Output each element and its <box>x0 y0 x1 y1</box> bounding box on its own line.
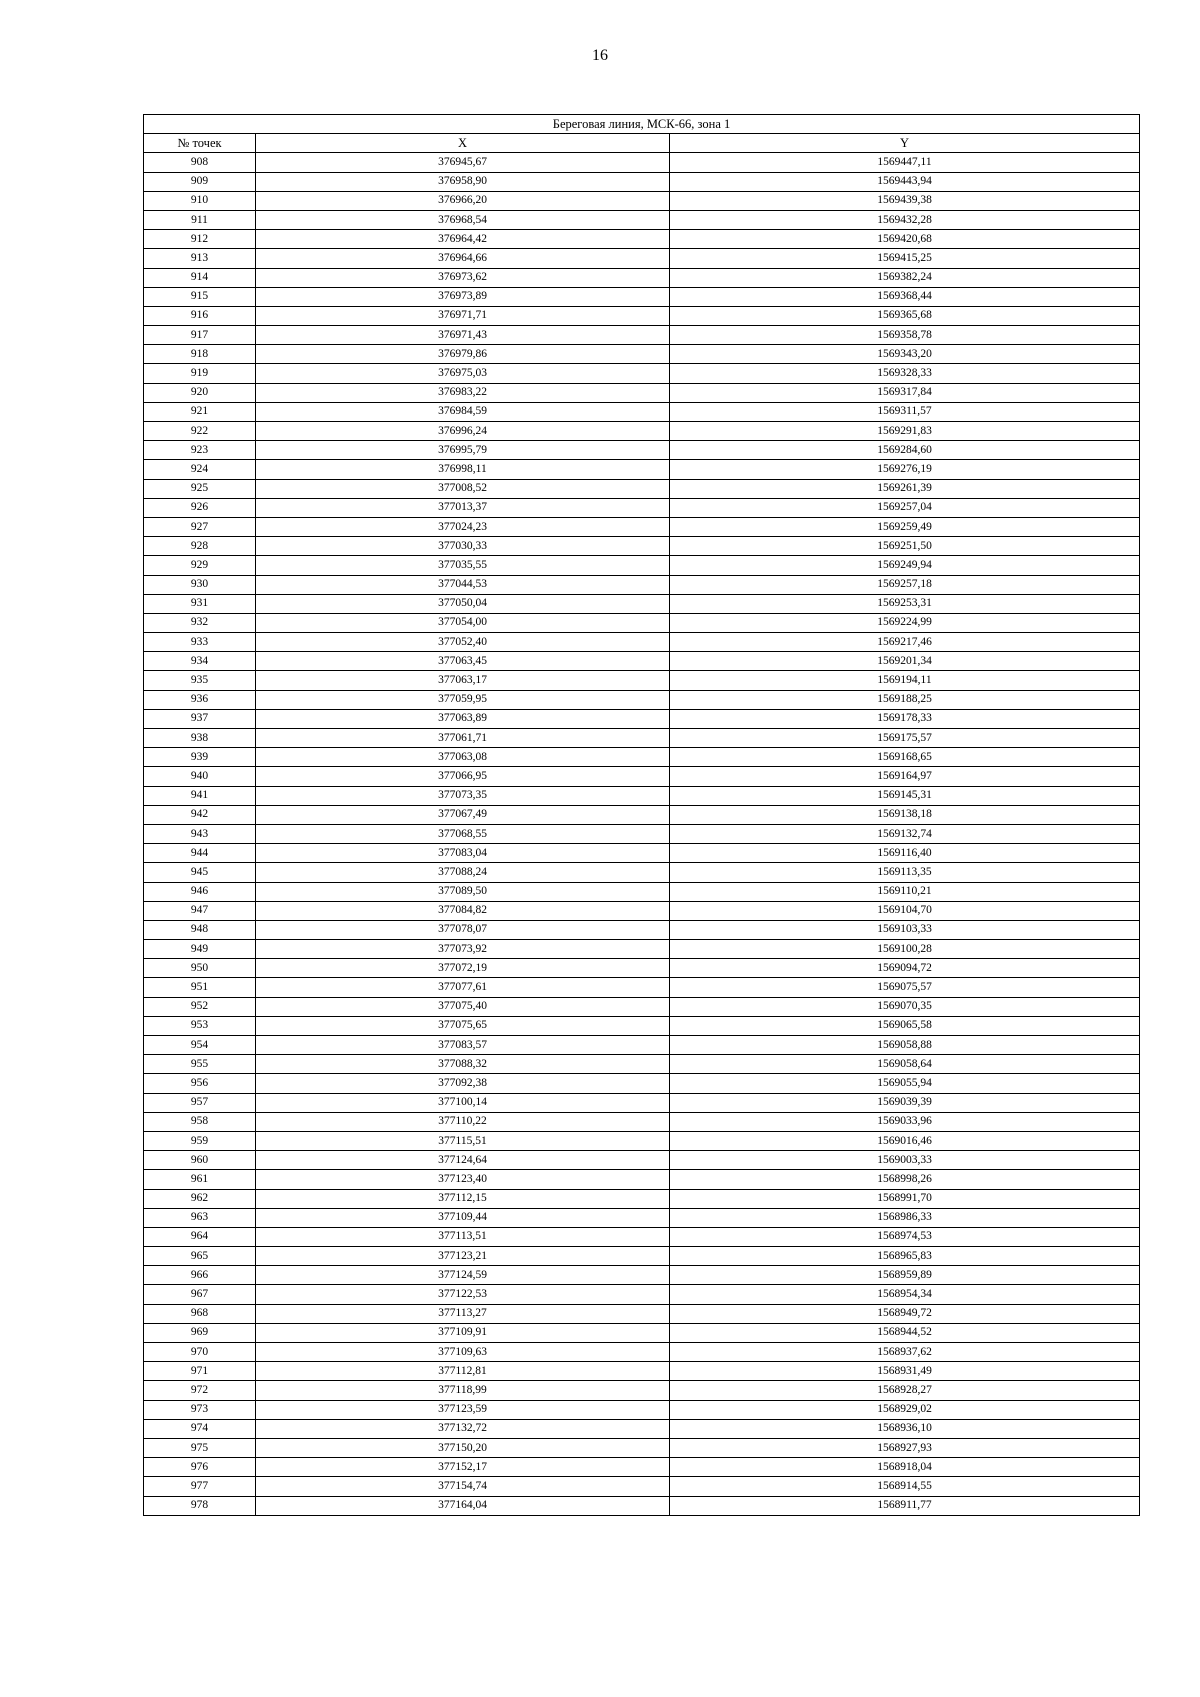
point-number-cell: 923 <box>144 441 256 460</box>
y-coordinate-cell: 1568931,49 <box>670 1362 1140 1381</box>
point-number-cell: 938 <box>144 729 256 748</box>
x-coordinate-cell: 377152,17 <box>256 1458 670 1477</box>
point-number-cell: 920 <box>144 383 256 402</box>
y-coordinate-cell: 1569164,97 <box>670 767 1140 786</box>
y-coordinate-cell: 1569100,28 <box>670 940 1140 959</box>
y-coordinate-cell: 1569439,38 <box>670 191 1140 210</box>
x-coordinate-cell: 377154,74 <box>256 1477 670 1496</box>
table-row <box>144 959 1140 978</box>
point-number-cell: 924 <box>144 460 256 479</box>
table-row <box>144 1208 1140 1227</box>
table-row <box>144 997 1140 1016</box>
table-row <box>144 172 1140 191</box>
y-coordinate-cell: 1568929,02 <box>670 1400 1140 1419</box>
x-coordinate-cell: 377083,04 <box>256 844 670 863</box>
x-coordinate-cell: 377066,95 <box>256 767 670 786</box>
y-coordinate-cell: 1568986,33 <box>670 1208 1140 1227</box>
point-number-cell: 939 <box>144 748 256 767</box>
y-coordinate-cell: 1568914,55 <box>670 1477 1140 1496</box>
y-coordinate-cell: 1568974,53 <box>670 1227 1140 1246</box>
x-coordinate-cell: 377050,04 <box>256 594 670 613</box>
x-coordinate-cell: 377075,40 <box>256 997 670 1016</box>
table-row <box>144 1189 1140 1208</box>
table-row <box>144 940 1140 959</box>
y-coordinate-cell: 1569075,57 <box>670 978 1140 997</box>
column-header-y: Y <box>670 134 1140 153</box>
point-number-cell: 910 <box>144 191 256 210</box>
table-row <box>144 1477 1140 1496</box>
y-coordinate-cell: 1569432,28 <box>670 210 1140 229</box>
y-coordinate-cell: 1569039,39 <box>670 1093 1140 1112</box>
point-number-cell: 965 <box>144 1247 256 1266</box>
y-coordinate-cell: 1568954,34 <box>670 1285 1140 1304</box>
y-coordinate-cell: 1568936,10 <box>670 1419 1140 1438</box>
y-coordinate-cell: 1569415,25 <box>670 249 1140 268</box>
y-coordinate-cell: 1568918,04 <box>670 1458 1140 1477</box>
x-coordinate-cell: 377089,50 <box>256 882 670 901</box>
point-number-cell: 943 <box>144 824 256 843</box>
table-row <box>144 1131 1140 1150</box>
x-coordinate-cell: 377044,53 <box>256 575 670 594</box>
point-number-cell: 911 <box>144 210 256 229</box>
x-coordinate-cell: 377113,51 <box>256 1227 670 1246</box>
table-row <box>144 920 1140 939</box>
point-number-cell: 944 <box>144 844 256 863</box>
table-row <box>144 1381 1140 1400</box>
y-coordinate-cell: 1569132,74 <box>670 824 1140 843</box>
y-coordinate-cell: 1569103,33 <box>670 920 1140 939</box>
table-row <box>144 556 1140 575</box>
y-coordinate-cell: 1568949,72 <box>670 1304 1140 1323</box>
x-coordinate-cell: 376984,59 <box>256 402 670 421</box>
table-row <box>144 441 1140 460</box>
x-coordinate-cell: 377073,92 <box>256 940 670 959</box>
table-row <box>144 1074 1140 1093</box>
x-coordinate-cell: 377063,17 <box>256 671 670 690</box>
y-coordinate-cell: 1569003,33 <box>670 1151 1140 1170</box>
x-coordinate-cell: 377075,65 <box>256 1016 670 1035</box>
table-row <box>144 1458 1140 1477</box>
x-coordinate-cell: 376966,20 <box>256 191 670 210</box>
table-row <box>144 882 1140 901</box>
x-coordinate-cell: 377024,23 <box>256 517 670 536</box>
table-row <box>144 805 1140 824</box>
point-number-cell: 927 <box>144 517 256 536</box>
y-coordinate-cell: 1568911,77 <box>670 1496 1140 1515</box>
table-row <box>144 1438 1140 1457</box>
point-number-cell: 961 <box>144 1170 256 1189</box>
point-number-cell: 953 <box>144 1016 256 1035</box>
x-coordinate-cell: 377150,20 <box>256 1438 670 1457</box>
x-coordinate-cell: 377092,38 <box>256 1074 670 1093</box>
point-number-cell: 976 <box>144 1458 256 1477</box>
x-coordinate-cell: 376975,03 <box>256 364 670 383</box>
table-row <box>144 1266 1140 1285</box>
x-coordinate-cell: 377132,72 <box>256 1419 670 1438</box>
table-row <box>144 1285 1140 1304</box>
y-coordinate-cell: 1569284,60 <box>670 441 1140 460</box>
point-number-cell: 925 <box>144 479 256 498</box>
point-number-cell: 966 <box>144 1266 256 1285</box>
table-row <box>144 498 1140 517</box>
y-coordinate-cell: 1569311,57 <box>670 402 1140 421</box>
x-coordinate-cell: 377030,33 <box>256 537 670 556</box>
y-coordinate-cell: 1569224,99 <box>670 613 1140 632</box>
point-number-cell: 962 <box>144 1189 256 1208</box>
x-coordinate-cell: 377068,55 <box>256 824 670 843</box>
y-coordinate-cell: 1569194,11 <box>670 671 1140 690</box>
x-coordinate-cell: 377123,59 <box>256 1400 670 1419</box>
table-row <box>144 1362 1140 1381</box>
x-coordinate-cell: 376964,42 <box>256 230 670 249</box>
y-coordinate-cell: 1569382,24 <box>670 268 1140 287</box>
table-row <box>144 383 1140 402</box>
y-coordinate-cell: 1569257,18 <box>670 575 1140 594</box>
y-coordinate-cell: 1569175,57 <box>670 729 1140 748</box>
x-coordinate-cell: 376979,86 <box>256 345 670 364</box>
point-number-cell: 967 <box>144 1285 256 1304</box>
point-number-cell: 931 <box>144 594 256 613</box>
point-number-cell: 912 <box>144 230 256 249</box>
point-number-cell: 957 <box>144 1093 256 1112</box>
point-number-cell: 913 <box>144 249 256 268</box>
table-row <box>144 633 1140 652</box>
y-coordinate-cell: 1569249,94 <box>670 556 1140 575</box>
x-coordinate-cell: 377124,59 <box>256 1266 670 1285</box>
x-coordinate-cell: 376998,11 <box>256 460 670 479</box>
y-coordinate-cell: 1569188,25 <box>670 690 1140 709</box>
table-row <box>144 901 1140 920</box>
table-row <box>144 1093 1140 1112</box>
table-row <box>144 613 1140 632</box>
table-caption-row <box>144 115 1140 134</box>
point-number-cell: 937 <box>144 709 256 728</box>
point-number-cell: 908 <box>144 153 256 172</box>
point-number-cell: 964 <box>144 1227 256 1246</box>
x-coordinate-cell: 377088,32 <box>256 1055 670 1074</box>
point-number-cell: 947 <box>144 901 256 920</box>
x-coordinate-cell: 376973,62 <box>256 268 670 287</box>
y-coordinate-cell: 1569058,64 <box>670 1055 1140 1074</box>
table-row <box>144 460 1140 479</box>
table-header-row <box>144 134 1140 153</box>
x-coordinate-cell: 377124,64 <box>256 1151 670 1170</box>
y-coordinate-cell: 1569328,33 <box>670 364 1140 383</box>
y-coordinate-cell: 1568944,52 <box>670 1323 1140 1342</box>
y-coordinate-cell: 1569447,11 <box>670 153 1140 172</box>
point-number-cell: 950 <box>144 959 256 978</box>
y-coordinate-cell: 1569145,31 <box>670 786 1140 805</box>
y-coordinate-cell: 1569358,78 <box>670 326 1140 345</box>
x-coordinate-cell: 377084,82 <box>256 901 670 920</box>
x-coordinate-cell: 377063,45 <box>256 652 670 671</box>
table-row <box>144 191 1140 210</box>
y-coordinate-cell: 1568998,26 <box>670 1170 1140 1189</box>
table-row <box>144 1016 1140 1035</box>
table-body <box>144 153 1140 1515</box>
table-row <box>144 306 1140 325</box>
table-row <box>144 326 1140 345</box>
y-coordinate-cell: 1569110,21 <box>670 882 1140 901</box>
table-row <box>144 652 1140 671</box>
x-coordinate-cell: 377035,55 <box>256 556 670 575</box>
table-row <box>144 863 1140 882</box>
x-coordinate-cell: 376995,79 <box>256 441 670 460</box>
table-row <box>144 1247 1140 1266</box>
x-coordinate-cell: 377112,81 <box>256 1362 670 1381</box>
x-coordinate-cell: 377123,21 <box>256 1247 670 1266</box>
point-number-cell: 940 <box>144 767 256 786</box>
table-row <box>144 1323 1140 1342</box>
y-coordinate-cell: 1568927,93 <box>670 1438 1140 1457</box>
x-coordinate-cell: 376968,54 <box>256 210 670 229</box>
page-number: 16 <box>592 47 608 64</box>
table-row <box>144 268 1140 287</box>
point-number-cell: 960 <box>144 1151 256 1170</box>
column-header-point-number: № точек <box>144 134 256 153</box>
point-number-cell: 917 <box>144 326 256 345</box>
point-number-cell: 916 <box>144 306 256 325</box>
y-coordinate-cell: 1568937,62 <box>670 1343 1140 1362</box>
point-number-cell: 972 <box>144 1381 256 1400</box>
table-row <box>144 402 1140 421</box>
point-number-cell: 959 <box>144 1131 256 1150</box>
table-row <box>144 1151 1140 1170</box>
x-coordinate-cell: 377067,49 <box>256 805 670 824</box>
table-row <box>144 479 1140 498</box>
table-row <box>144 153 1140 172</box>
y-coordinate-cell: 1568991,70 <box>670 1189 1140 1208</box>
y-coordinate-cell: 1568928,27 <box>670 1381 1140 1400</box>
x-coordinate-cell: 376964,66 <box>256 249 670 268</box>
point-number-cell: 970 <box>144 1343 256 1362</box>
table-row <box>144 1055 1140 1074</box>
point-number-cell: 968 <box>144 1304 256 1323</box>
table-row <box>144 287 1140 306</box>
x-coordinate-cell: 377109,63 <box>256 1343 670 1362</box>
point-number-cell: 933 <box>144 633 256 652</box>
x-coordinate-cell: 377077,61 <box>256 978 670 997</box>
point-number-cell: 929 <box>144 556 256 575</box>
point-number-cell: 975 <box>144 1438 256 1457</box>
point-number-cell: 936 <box>144 690 256 709</box>
y-coordinate-cell: 1569253,31 <box>670 594 1140 613</box>
point-number-cell: 946 <box>144 882 256 901</box>
point-number-cell: 952 <box>144 997 256 1016</box>
point-number-cell: 935 <box>144 671 256 690</box>
x-coordinate-cell: 377013,37 <box>256 498 670 517</box>
x-coordinate-cell: 377061,71 <box>256 729 670 748</box>
x-coordinate-cell: 376973,89 <box>256 287 670 306</box>
point-number-cell: 945 <box>144 863 256 882</box>
point-number-cell: 942 <box>144 805 256 824</box>
x-coordinate-cell: 377122,53 <box>256 1285 670 1304</box>
y-coordinate-cell: 1569113,35 <box>670 863 1140 882</box>
table-row <box>144 1112 1140 1131</box>
y-coordinate-cell: 1569016,46 <box>670 1131 1140 1150</box>
y-coordinate-cell: 1569259,49 <box>670 517 1140 536</box>
column-header-x: X <box>256 134 670 153</box>
coordinates-table <box>143 114 1140 1516</box>
y-coordinate-cell: 1569276,19 <box>670 460 1140 479</box>
x-coordinate-cell: 377164,04 <box>256 1496 670 1515</box>
table-row <box>144 729 1140 748</box>
point-number-cell: 928 <box>144 537 256 556</box>
point-number-cell: 958 <box>144 1112 256 1131</box>
point-number-cell: 922 <box>144 422 256 441</box>
table-caption: Береговая линия, МСК-66, зона 1 <box>144 115 1140 134</box>
x-coordinate-cell: 377063,89 <box>256 709 670 728</box>
point-number-cell: 971 <box>144 1362 256 1381</box>
table-row <box>144 249 1140 268</box>
point-number-cell: 932 <box>144 613 256 632</box>
y-coordinate-cell: 1569343,20 <box>670 345 1140 364</box>
table-row <box>144 517 1140 536</box>
y-coordinate-cell: 1569291,83 <box>670 422 1140 441</box>
y-coordinate-cell: 1569168,65 <box>670 748 1140 767</box>
table-row <box>144 1036 1140 1055</box>
point-number-cell: 973 <box>144 1400 256 1419</box>
point-number-cell: 963 <box>144 1208 256 1227</box>
table-row <box>144 210 1140 229</box>
y-coordinate-cell: 1569178,33 <box>670 709 1140 728</box>
table-row <box>144 1419 1140 1438</box>
y-coordinate-cell: 1569443,94 <box>670 172 1140 191</box>
x-coordinate-cell: 377118,99 <box>256 1381 670 1400</box>
y-coordinate-cell: 1569365,68 <box>670 306 1140 325</box>
table-row <box>144 824 1140 843</box>
x-coordinate-cell: 377059,95 <box>256 690 670 709</box>
x-coordinate-cell: 376945,67 <box>256 153 670 172</box>
x-coordinate-cell: 377063,08 <box>256 748 670 767</box>
point-number-cell: 974 <box>144 1419 256 1438</box>
x-coordinate-cell: 377100,14 <box>256 1093 670 1112</box>
point-number-cell: 926 <box>144 498 256 517</box>
y-coordinate-cell: 1569094,72 <box>670 959 1140 978</box>
x-coordinate-cell: 377123,40 <box>256 1170 670 1189</box>
y-coordinate-cell: 1569261,39 <box>670 479 1140 498</box>
x-coordinate-cell: 377113,27 <box>256 1304 670 1323</box>
y-coordinate-cell: 1569251,50 <box>670 537 1140 556</box>
table-row <box>144 345 1140 364</box>
point-number-cell: 951 <box>144 978 256 997</box>
table-row <box>144 709 1140 728</box>
point-number-cell: 915 <box>144 287 256 306</box>
point-number-cell: 978 <box>144 1496 256 1515</box>
y-coordinate-cell: 1569033,96 <box>670 1112 1140 1131</box>
table-row <box>144 1227 1140 1246</box>
x-coordinate-cell: 377078,07 <box>256 920 670 939</box>
x-coordinate-cell: 376971,71 <box>256 306 670 325</box>
table-row <box>144 1170 1140 1189</box>
point-number-cell: 934 <box>144 652 256 671</box>
table-row <box>144 767 1140 786</box>
x-coordinate-cell: 376958,90 <box>256 172 670 191</box>
point-number-cell: 955 <box>144 1055 256 1074</box>
x-coordinate-cell: 377112,15 <box>256 1189 670 1208</box>
table-row <box>144 978 1140 997</box>
table-row <box>144 1496 1140 1515</box>
table-row <box>144 594 1140 613</box>
point-number-cell: 919 <box>144 364 256 383</box>
point-number-cell: 941 <box>144 786 256 805</box>
y-coordinate-cell: 1569257,04 <box>670 498 1140 517</box>
point-number-cell: 914 <box>144 268 256 287</box>
y-coordinate-cell: 1568959,89 <box>670 1266 1140 1285</box>
point-number-cell: 921 <box>144 402 256 421</box>
y-coordinate-cell: 1569368,44 <box>670 287 1140 306</box>
table-row <box>144 537 1140 556</box>
table-row <box>144 1400 1140 1419</box>
x-coordinate-cell: 377052,40 <box>256 633 670 652</box>
table-row <box>144 422 1140 441</box>
point-number-cell: 954 <box>144 1036 256 1055</box>
table-row <box>144 671 1140 690</box>
x-coordinate-cell: 377109,91 <box>256 1323 670 1342</box>
table-row <box>144 575 1140 594</box>
x-coordinate-cell: 376996,24 <box>256 422 670 441</box>
y-coordinate-cell: 1569217,46 <box>670 633 1140 652</box>
point-number-cell: 949 <box>144 940 256 959</box>
y-coordinate-cell: 1569070,35 <box>670 997 1140 1016</box>
y-coordinate-cell: 1569104,70 <box>670 901 1140 920</box>
x-coordinate-cell: 377109,44 <box>256 1208 670 1227</box>
y-coordinate-cell: 1569058,88 <box>670 1036 1140 1055</box>
x-coordinate-cell: 377088,24 <box>256 863 670 882</box>
table-row <box>144 748 1140 767</box>
point-number-cell: 969 <box>144 1323 256 1342</box>
table-row <box>144 844 1140 863</box>
y-coordinate-cell: 1568965,83 <box>670 1247 1140 1266</box>
x-coordinate-cell: 377073,35 <box>256 786 670 805</box>
point-number-cell: 977 <box>144 1477 256 1496</box>
table-row <box>144 690 1140 709</box>
x-coordinate-cell: 377072,19 <box>256 959 670 978</box>
point-number-cell: 930 <box>144 575 256 594</box>
table-row <box>144 1304 1140 1323</box>
x-coordinate-cell: 376971,43 <box>256 326 670 345</box>
y-coordinate-cell: 1569055,94 <box>670 1074 1140 1093</box>
y-coordinate-cell: 1569420,68 <box>670 230 1140 249</box>
y-coordinate-cell: 1569201,34 <box>670 652 1140 671</box>
table-row <box>144 786 1140 805</box>
x-coordinate-cell: 377115,51 <box>256 1131 670 1150</box>
point-number-cell: 956 <box>144 1074 256 1093</box>
x-coordinate-cell: 376983,22 <box>256 383 670 402</box>
x-coordinate-cell: 377110,22 <box>256 1112 670 1131</box>
y-coordinate-cell: 1569065,58 <box>670 1016 1140 1035</box>
y-coordinate-cell: 1569116,40 <box>670 844 1140 863</box>
point-number-cell: 918 <box>144 345 256 364</box>
table-row <box>144 230 1140 249</box>
x-coordinate-cell: 377054,00 <box>256 613 670 632</box>
point-number-cell: 948 <box>144 920 256 939</box>
table-row <box>144 364 1140 383</box>
point-number-cell: 909 <box>144 172 256 191</box>
y-coordinate-cell: 1569317,84 <box>670 383 1140 402</box>
x-coordinate-cell: 377083,57 <box>256 1036 670 1055</box>
table-row <box>144 1343 1140 1362</box>
y-coordinate-cell: 1569138,18 <box>670 805 1140 824</box>
x-coordinate-cell: 377008,52 <box>256 479 670 498</box>
